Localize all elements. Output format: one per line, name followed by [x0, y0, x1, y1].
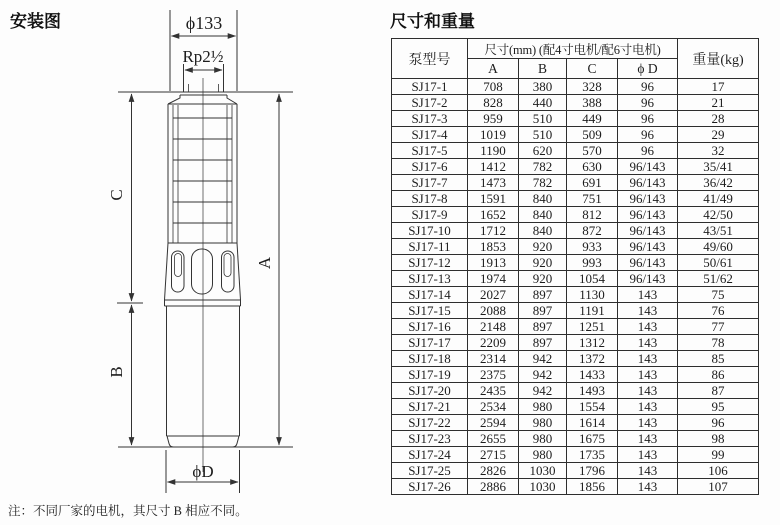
- dim-d-cell: 96/143: [618, 191, 678, 207]
- dim-b-cell: 980: [519, 447, 567, 463]
- dim-a-cell: 828: [468, 95, 519, 111]
- dim-c-cell: 1493: [567, 383, 618, 399]
- dim-c-cell: 1372: [567, 351, 618, 367]
- table-row: [392, 239, 759, 255]
- dim-c-cell: 1130: [567, 287, 618, 303]
- model-cell: SJ17-1: [392, 79, 468, 95]
- model-cell: SJ17-14: [392, 287, 468, 303]
- dim-c-cell: 388: [567, 95, 618, 111]
- weight-cell: 42/50: [678, 207, 759, 223]
- dim-d-cell: 96: [618, 143, 678, 159]
- dimensions-weight-pane: [390, 0, 780, 525]
- model-cell: SJ17-2: [392, 95, 468, 111]
- dim-d-cell: 143: [618, 415, 678, 431]
- weight-cell: 35/41: [678, 159, 759, 175]
- col-header-phi-d: ϕ D: [618, 59, 678, 79]
- dim-a-label: A: [255, 256, 274, 270]
- dim-a-cell: 2148: [468, 319, 519, 335]
- weight-cell: 77: [678, 319, 759, 335]
- table-row: [392, 351, 759, 367]
- dim-a-cell: 1974: [468, 271, 519, 287]
- dim-d-cell: 96/143: [618, 255, 678, 271]
- dim-b-cell: 840: [519, 223, 567, 239]
- table-row: [392, 463, 759, 479]
- model-cell: SJ17-19: [392, 367, 468, 383]
- model-cell: SJ17-25: [392, 463, 468, 479]
- col-header-weight: 重量(kg): [678, 39, 759, 79]
- table-row: [392, 447, 759, 463]
- coupling-band: [165, 300, 241, 306]
- table-header-row-1: [392, 39, 759, 59]
- dim-d-cell: 96/143: [618, 159, 678, 175]
- table-row: [392, 255, 759, 271]
- model-cell: SJ17-12: [392, 255, 468, 271]
- model-cell: SJ17-17: [392, 335, 468, 351]
- dim-c-cell: 1856: [567, 479, 618, 495]
- dim-d-cell: 143: [618, 335, 678, 351]
- dim-a-cell: 2715: [468, 447, 519, 463]
- model-cell: SJ17-3: [392, 111, 468, 127]
- dim-d-cell: 143: [618, 383, 678, 399]
- model-cell: SJ17-13: [392, 271, 468, 287]
- footnote: 注：不同厂家的电机，其尺寸 B 相应不同。: [8, 504, 248, 518]
- dim-c-cell: 691: [567, 175, 618, 191]
- dim-b-cell: 897: [519, 319, 567, 335]
- model-cell: SJ17-23: [392, 431, 468, 447]
- table-row: [392, 127, 759, 143]
- dim-b-cell: 980: [519, 415, 567, 431]
- dim-a-cell: 2534: [468, 399, 519, 415]
- dim-d-cell: 96: [618, 95, 678, 111]
- dim-d-cell: 96: [618, 111, 678, 127]
- dimensions-table: [391, 38, 759, 495]
- dim-d-cell: 143: [618, 399, 678, 415]
- dim-a-cell: 1913: [468, 255, 519, 271]
- dim-d-cell: 96/143: [618, 271, 678, 287]
- dim-c-cell: 1251: [567, 319, 618, 335]
- model-cell: SJ17-11: [392, 239, 468, 255]
- col-header-a: A: [468, 59, 519, 79]
- dim-c-cell: 509: [567, 127, 618, 143]
- table-row: [392, 223, 759, 239]
- dim-d-cell: 143: [618, 479, 678, 495]
- dim-d-cell: 143: [618, 303, 678, 319]
- dim-a-cell: 959: [468, 111, 519, 127]
- dim-a-cell: 1652: [468, 207, 519, 223]
- dim-c-cell: 1312: [567, 335, 618, 351]
- installation-diagram-title: 安装图: [10, 12, 61, 31]
- weight-cell: 17: [678, 79, 759, 95]
- model-cell: SJ17-8: [392, 191, 468, 207]
- dim-b-cell: 840: [519, 207, 567, 223]
- dim-b-cell: 380: [519, 79, 567, 95]
- dim-a-cell: 2655: [468, 431, 519, 447]
- dim-b-cell: 920: [519, 255, 567, 271]
- weight-cell: 86: [678, 367, 759, 383]
- dim-b-cell: 942: [519, 383, 567, 399]
- table-row: [392, 175, 759, 191]
- dim-b-cell: 620: [519, 143, 567, 159]
- dim-a-cell: 2886: [468, 479, 519, 495]
- dim-d-cell: 96/143: [618, 207, 678, 223]
- dim-b-cell: 980: [519, 399, 567, 415]
- model-cell: SJ17-26: [392, 479, 468, 495]
- table-row: [392, 287, 759, 303]
- dim-b-cell: 897: [519, 303, 567, 319]
- weight-cell: 106: [678, 463, 759, 479]
- dim-b-cell: 897: [519, 335, 567, 351]
- col-header-model: 泵型号: [392, 39, 468, 79]
- dim-b-cell: 1030: [519, 463, 567, 479]
- dim-c-cell: 1614: [567, 415, 618, 431]
- model-cell: SJ17-15: [392, 303, 468, 319]
- model-cell: SJ17-5: [392, 143, 468, 159]
- dim-b-cell: 942: [519, 351, 567, 367]
- weight-cell: 29: [678, 127, 759, 143]
- weight-cell: 36/42: [678, 175, 759, 191]
- table-row: [392, 79, 759, 95]
- dim-d-cell: 143: [618, 319, 678, 335]
- model-cell: SJ17-6: [392, 159, 468, 175]
- dim-a-cell: 1190: [468, 143, 519, 159]
- table-row: [392, 479, 759, 495]
- weight-cell: 28: [678, 111, 759, 127]
- model-cell: SJ17-22: [392, 415, 468, 431]
- col-header-b: B: [519, 59, 567, 79]
- thread-dimension: [184, 64, 224, 92]
- table-row: [392, 383, 759, 399]
- dim-c-cell: 449: [567, 111, 618, 127]
- dim-a-cell: 2027: [468, 287, 519, 303]
- dim-b-cell: 782: [519, 159, 567, 175]
- dim-d-cell: 96: [618, 79, 678, 95]
- dim-a-cell: 2826: [468, 463, 519, 479]
- weight-cell: 50/61: [678, 255, 759, 271]
- table-row: [392, 143, 759, 159]
- col-header-dims-group: 尺寸(mm) (配4寸电机/配6寸电机): [468, 39, 678, 59]
- dim-a-cell: 2435: [468, 383, 519, 399]
- dim-b-cell: 1030: [519, 479, 567, 495]
- col-header-c: C: [567, 59, 618, 79]
- weight-cell: 96: [678, 415, 759, 431]
- table-row: [392, 367, 759, 383]
- dim-b-cell: 920: [519, 271, 567, 287]
- model-cell: SJ17-16: [392, 319, 468, 335]
- table-row: [392, 159, 759, 175]
- table-row: [392, 95, 759, 111]
- table-row: [392, 271, 759, 287]
- model-cell: SJ17-4: [392, 127, 468, 143]
- weight-cell: 41/49: [678, 191, 759, 207]
- table-row: [392, 399, 759, 415]
- dim-b-cell: 920: [519, 239, 567, 255]
- dim-b-cell: 980: [519, 431, 567, 447]
- table-row: [392, 415, 759, 431]
- dim-a-cell: 1019: [468, 127, 519, 143]
- dim-d-cell: 143: [618, 287, 678, 303]
- weight-cell: 43/51: [678, 223, 759, 239]
- table-row: [392, 303, 759, 319]
- dim-a-cell: 1591: [468, 191, 519, 207]
- weight-cell: 87: [678, 383, 759, 399]
- dim-c-cell: 570: [567, 143, 618, 159]
- thread-size-label: Rp2½: [182, 47, 224, 66]
- weight-cell: 21: [678, 95, 759, 111]
- dim-c-cell: 1433: [567, 367, 618, 383]
- dim-b-cell: 510: [519, 111, 567, 127]
- dim-b-cell: 440: [519, 95, 567, 111]
- dimensions-weight-title: 尺寸和重量: [390, 12, 475, 31]
- dim-c-label: C: [107, 189, 126, 201]
- dim-a-cell: 2314: [468, 351, 519, 367]
- weight-cell: 78: [678, 335, 759, 351]
- weight-cell: 32: [678, 143, 759, 159]
- table-row: [392, 191, 759, 207]
- dim-c-cell: 1735: [567, 447, 618, 463]
- weight-cell: 98: [678, 431, 759, 447]
- bottom-diameter-label: ϕD: [192, 462, 214, 481]
- dim-b-cell: 510: [519, 127, 567, 143]
- dim-a-cell: 1853: [468, 239, 519, 255]
- dim-d-cell: 96/143: [618, 223, 678, 239]
- table-row: [392, 431, 759, 447]
- dim-a-cell: 2209: [468, 335, 519, 351]
- dim-b-cell: 942: [519, 367, 567, 383]
- table-row: [392, 111, 759, 127]
- weight-cell: 51/62: [678, 271, 759, 287]
- model-cell: SJ17-20: [392, 383, 468, 399]
- dim-c-cell: 1054: [567, 271, 618, 287]
- dim-a-cell: 1712: [468, 223, 519, 239]
- dim-c-cell: 1554: [567, 399, 618, 415]
- weight-cell: 85: [678, 351, 759, 367]
- dim-c-cell: 1675: [567, 431, 618, 447]
- model-cell: SJ17-21: [392, 399, 468, 415]
- model-cell: SJ17-9: [392, 207, 468, 223]
- weight-cell: 107: [678, 479, 759, 495]
- dim-d-cell: 143: [618, 447, 678, 463]
- dim-c-cell: 933: [567, 239, 618, 255]
- dim-c-cell: 872: [567, 223, 618, 239]
- top-diameter-label: ϕ133: [185, 13, 223, 33]
- model-cell: SJ17-18: [392, 351, 468, 367]
- dim-a-cell: 1412: [468, 159, 519, 175]
- dim-a-cell: 708: [468, 79, 519, 95]
- dim-c-cell: 751: [567, 191, 618, 207]
- dim-c-cell: 630: [567, 159, 618, 175]
- model-cell: SJ17-10: [392, 223, 468, 239]
- weight-cell: 99: [678, 447, 759, 463]
- model-cell: SJ17-7: [392, 175, 468, 191]
- weight-cell: 75: [678, 287, 759, 303]
- dim-d-cell: 143: [618, 463, 678, 479]
- table-row: [392, 207, 759, 223]
- suction-strainer: [165, 243, 241, 300]
- dim-d-cell: 96: [618, 127, 678, 143]
- dim-a-cell: 1473: [468, 175, 519, 191]
- dim-c-cell: 993: [567, 255, 618, 271]
- dim-b-cell: 782: [519, 175, 567, 191]
- dim-c-cell: 812: [567, 207, 618, 223]
- dim-c-cell: 1191: [567, 303, 618, 319]
- dim-d-cell: 143: [618, 431, 678, 447]
- dim-b-label: B: [107, 366, 126, 378]
- pump-head: [168, 95, 237, 104]
- weight-cell: 76: [678, 303, 759, 319]
- table-row: [392, 335, 759, 351]
- dim-a-cell: 2088: [468, 303, 519, 319]
- dim-b-cell: 840: [519, 191, 567, 207]
- weight-cell: 95: [678, 399, 759, 415]
- table-row: [392, 319, 759, 335]
- dim-a-cell: 2375: [468, 367, 519, 383]
- dim-d-cell: 143: [618, 351, 678, 367]
- weight-cell: 49/60: [678, 239, 759, 255]
- dim-a-cell: 2594: [468, 415, 519, 431]
- dim-d-cell: 143: [618, 367, 678, 383]
- dim-b-cell: 897: [519, 287, 567, 303]
- dim-c-cell: 328: [567, 79, 618, 95]
- model-cell: SJ17-24: [392, 447, 468, 463]
- pump-body: [168, 104, 237, 243]
- dim-d-cell: 96/143: [618, 175, 678, 191]
- dim-c-cell: 1796: [567, 463, 618, 479]
- dim-d-cell: 96/143: [618, 239, 678, 255]
